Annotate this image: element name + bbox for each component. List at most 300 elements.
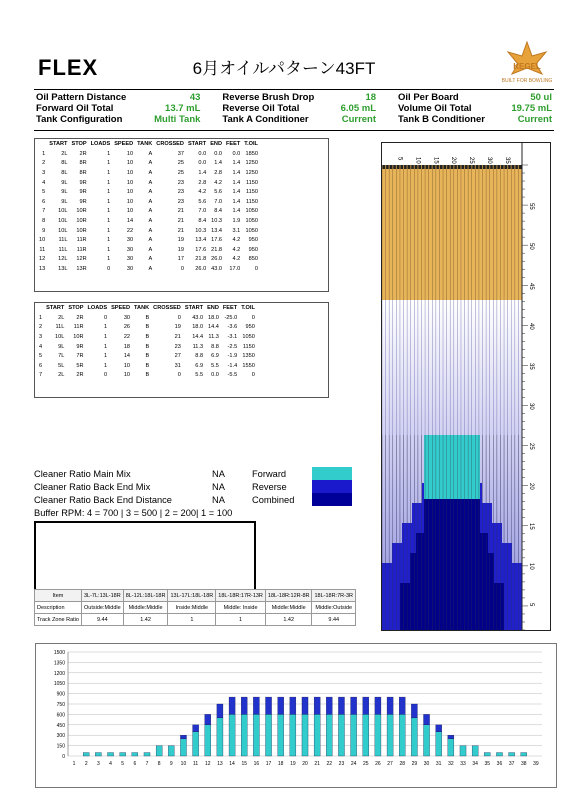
zone-column-header: 8L-12L:18L-18R (123, 590, 168, 602)
cleaner-value: NA (212, 495, 225, 505)
table-cell: 8R (79, 169, 87, 176)
bar (278, 714, 284, 756)
bar (351, 697, 357, 714)
arrow-marker (408, 165, 411, 169)
table-cell: 0 (177, 314, 181, 321)
table-cell: 30 (123, 314, 131, 321)
column-header: T.OIL (244, 141, 258, 147)
table-cell: 1 (107, 246, 111, 253)
arrow-marker (397, 165, 400, 169)
bar (375, 697, 381, 714)
bar (144, 753, 150, 756)
x-tick-label: 3 (96, 761, 100, 767)
arrow-marker (415, 165, 418, 169)
table-cell: 1.4 (232, 169, 241, 176)
table-cell: 1.9 (232, 217, 241, 224)
bar (205, 714, 211, 724)
divider (34, 130, 554, 131)
track-zone-table (34, 589, 356, 626)
table-row (37, 342, 257, 352)
spacer (378, 103, 396, 114)
ruler-label: 30 (528, 403, 534, 410)
table-cell: 0 (107, 265, 111, 272)
board-label: 15 (432, 157, 439, 164)
table-cell: 11L (58, 237, 68, 244)
table-cell: 0 (180, 265, 184, 272)
brand-tagline: BUILT FOR BOWLING (501, 78, 553, 84)
table-cell: 1.4 (232, 179, 241, 186)
table-cell: 25 (177, 160, 184, 167)
arrow-marker (436, 165, 439, 169)
table-cell: 2L (58, 372, 65, 379)
arrow-marker (393, 165, 396, 169)
column-header: START (184, 305, 204, 311)
table-cell: 1 (107, 227, 111, 234)
table-cell: 1 (103, 353, 108, 360)
info-row (34, 114, 554, 125)
table-cell: 1 (107, 237, 111, 244)
arrow-marker (454, 165, 457, 169)
table-cell: 8L (61, 169, 68, 176)
table-cell: 26 (123, 324, 131, 331)
table-cell: 14 (126, 217, 134, 224)
table-cell: 7R (76, 353, 84, 360)
arrow-marker (390, 165, 393, 169)
table-cell: 4.2 (232, 237, 241, 244)
ruler-label: 15 (528, 523, 534, 530)
table-cell: 6.9 (195, 362, 204, 369)
table-cell: 21 (177, 208, 184, 215)
table-cell: -3.1 (227, 333, 238, 340)
x-tick-label: 6 (133, 761, 137, 767)
bar (241, 714, 247, 756)
info-label: Reverse Brush Drop (222, 92, 315, 103)
x-tick-label: 2 (84, 761, 88, 767)
distance-ruler (521, 142, 551, 629)
y-tick-label: 1350 (53, 660, 65, 667)
table-cell: 12L (58, 256, 68, 263)
table-cell: 2L (61, 150, 68, 157)
cleaner-row (34, 495, 354, 508)
bar (278, 697, 284, 714)
table-cell: 9 (42, 227, 46, 234)
info-value: 50 ul (530, 92, 552, 103)
x-tick-label: 10 (180, 761, 187, 767)
table-cell: 2 (42, 160, 46, 167)
x-tick-label: 30 (423, 761, 430, 767)
table-cell: 18.0 (192, 324, 204, 331)
table-row (37, 159, 260, 169)
ruler-label: 20 (528, 483, 534, 490)
x-tick-label: 15 (241, 761, 248, 767)
table-cell: 23 (177, 189, 184, 196)
table-cell: 1150 (242, 343, 255, 350)
y-tick-label: 1050 (53, 681, 65, 688)
table-cell: 6.9 (211, 353, 219, 360)
arrow-marker (512, 165, 515, 169)
arrow-marker (383, 165, 386, 169)
x-tick-label: 39 (533, 761, 539, 767)
table-cell: 8 (42, 217, 46, 224)
lane-wood (382, 165, 522, 300)
bar (241, 697, 247, 714)
y-tick-label: 450 (56, 722, 65, 729)
board-label: 30 (486, 157, 493, 164)
table-cell: 0.0 (214, 150, 222, 157)
ruler-label: 55 (528, 203, 534, 210)
info-value: 19.75 mL (511, 103, 552, 114)
arrow-marker (505, 165, 508, 169)
legend-swatch (312, 493, 352, 506)
table-cell: 5.6 (214, 189, 222, 196)
table-cell: 10 (126, 208, 134, 215)
column-header: END (210, 141, 222, 147)
table-cell: 0.0 (198, 150, 207, 157)
table-cell: 1 (107, 198, 111, 205)
table-cell: A (148, 169, 153, 176)
ruler-label: 10 (528, 563, 534, 570)
table-cell: 950 (248, 237, 258, 244)
bar (326, 697, 332, 714)
arrow-marker (483, 165, 486, 169)
zone-cell: 1 (168, 614, 216, 626)
zone-cell: Middle:Middle (265, 602, 312, 614)
cleaner-label: Cleaner Ratio Back End Mix (34, 482, 151, 492)
y-tick-label: 1200 (53, 670, 65, 677)
table-header (37, 139, 260, 149)
info-label: Oil Per Board (398, 92, 459, 103)
zone-column-header: 18L-18R:17R-13R (216, 590, 266, 602)
table-row (37, 371, 257, 381)
column-header: CROSSED (153, 305, 181, 311)
table-cell: 1 (107, 150, 111, 157)
bar (314, 714, 320, 756)
x-tick-label: 1 (72, 761, 76, 767)
table-cell: A (148, 189, 153, 196)
column-header: END (207, 305, 219, 311)
bar (193, 725, 199, 732)
table-cell: A (148, 227, 153, 234)
column-header: START (46, 305, 65, 311)
bar (521, 753, 527, 756)
buffer-rpm: Buffer RPM: 4 = 700 | 3 = 500 | 2 = 200| 1 = 100 (34, 508, 233, 518)
table-cell: 1250 (245, 160, 258, 167)
table-cell: -25.0 (224, 314, 238, 321)
table-row (37, 207, 260, 217)
info-row (34, 103, 554, 114)
table-cell: 4.2 (198, 189, 207, 196)
notes-box (34, 521, 256, 592)
x-tick-label: 14 (229, 761, 235, 767)
table-cell: 13R (76, 265, 87, 272)
bar (509, 753, 515, 756)
zone-row (35, 602, 356, 614)
bar (484, 753, 490, 756)
bar (424, 714, 430, 724)
board-label: 5 (396, 157, 403, 161)
arrow-marker (461, 165, 464, 169)
table-cell: 11 (39, 246, 46, 253)
table-cell: B (145, 333, 150, 340)
x-tick-label: 27 (387, 761, 393, 767)
zone-cell: Track Zone Ratio (35, 614, 82, 626)
table-cell: 10 (123, 362, 131, 369)
table-row (37, 245, 260, 255)
table-cell: 10L (58, 208, 68, 215)
bar (411, 704, 417, 718)
column-header: CROSSED (156, 141, 184, 147)
table-cell: 1 (103, 333, 108, 340)
legend-swatch (312, 467, 352, 480)
cleaner-row (34, 482, 354, 495)
table-cell: 10 (39, 237, 46, 244)
arrow-marker (472, 165, 475, 169)
x-tick-label: 26 (375, 761, 381, 767)
bar (290, 697, 296, 714)
bar (411, 718, 417, 756)
table-cell: B (145, 314, 150, 321)
table-row (37, 313, 257, 323)
column-header: START (49, 141, 68, 147)
arrow-marker (458, 165, 461, 169)
cleaner-row (34, 469, 354, 482)
table-cell: 7.0 (198, 208, 207, 215)
zone-header-row (35, 590, 356, 602)
table-cell: 10 (126, 150, 134, 157)
bar (95, 753, 101, 756)
table-cell: 13.4 (211, 227, 222, 234)
info-value: Current (341, 114, 377, 125)
column-header: LOADS (87, 305, 108, 311)
ruler-label: 25 (528, 443, 534, 450)
board-label: 35 (504, 157, 511, 164)
info-value: 13.7 mL (165, 103, 201, 114)
legend-label: Reverse (252, 482, 287, 492)
ruler-label: 35 (528, 363, 534, 370)
table-cell: 10 (126, 179, 134, 186)
bar (436, 732, 442, 756)
table-cell: 43.0 (211, 265, 222, 272)
table-cell: A (148, 179, 153, 186)
arrow-marker (465, 165, 468, 169)
table-cell: 1150 (245, 179, 258, 186)
table-cell: 7L (58, 353, 65, 360)
bar (266, 714, 272, 756)
reverse-oil-table (34, 302, 329, 398)
table-cell: 5R (76, 362, 84, 369)
cleaner-label: Cleaner Ratio Main Mix (34, 469, 131, 479)
arrow-marker (386, 165, 389, 169)
zone-cell: 1 (216, 614, 266, 626)
info-value: Multi Tank (154, 114, 201, 125)
table-cell: 23 (177, 179, 184, 186)
table-cell: A (148, 237, 153, 244)
table-cell: 25 (177, 169, 184, 176)
table-cell: 8.8 (195, 353, 204, 360)
table-cell: 1250 (245, 169, 258, 176)
zone-cell: 9.44 (312, 614, 356, 626)
x-tick-label: 12 (204, 761, 211, 767)
x-tick-label: 36 (496, 761, 503, 767)
table-cell: 17.6 (211, 237, 222, 244)
bar (180, 739, 186, 756)
table-cell: 950 (248, 246, 258, 253)
spacer (378, 114, 396, 125)
x-tick-label: 16 (253, 761, 260, 767)
table-cell: 4.2 (214, 179, 222, 186)
table-cell: 5.5 (211, 362, 219, 369)
arrow-marker (444, 165, 447, 169)
spacer (378, 92, 396, 103)
info-label: Tank A Conditioner (222, 114, 309, 125)
table-cell: 4.2 (232, 256, 241, 263)
bar (168, 746, 174, 756)
table-row (37, 264, 260, 274)
table-row (37, 149, 260, 159)
x-tick-label: 13 (217, 761, 223, 767)
y-tick-label: 600 (56, 712, 65, 719)
page-title: 6月オイルパターン43FT (192, 59, 376, 78)
y-tick-label: 750 (56, 702, 65, 708)
table-cell: 2.8 (214, 169, 222, 176)
bar (496, 753, 502, 756)
bar (399, 714, 405, 756)
table-cell: 21.8 (195, 256, 207, 263)
table-cell: 11R (73, 324, 84, 331)
table-cell: 17.0 (229, 265, 241, 272)
arrow-marker (433, 165, 436, 169)
arrow-marker (476, 165, 479, 169)
table-cell: 1150 (245, 198, 258, 205)
y-tick-label: 150 (56, 743, 65, 750)
table-cell: 0.0 (198, 160, 207, 167)
bar (448, 739, 454, 756)
info-row (34, 92, 554, 103)
table-cell: 17 (177, 256, 184, 263)
x-tick-label: 4 (109, 761, 112, 767)
zone-cell: 9.44 (81, 614, 123, 626)
table-cell: 7.0 (214, 198, 222, 205)
table-cell: 2L (58, 314, 65, 321)
table-cell: 9R (79, 198, 87, 205)
table-cell: 1850 (245, 150, 258, 157)
zone-column-header: 13L-17L:18L-18R (168, 590, 216, 602)
table-cell: A (148, 208, 153, 215)
table-cell: 10R (76, 208, 87, 215)
bar (229, 714, 235, 756)
ruler-label: 40 (528, 323, 534, 330)
table-cell: 10 (126, 198, 134, 205)
pattern-info (34, 92, 554, 125)
table-row (37, 197, 260, 207)
x-tick-label: 31 (435, 761, 442, 767)
table-cell: 2R (76, 314, 84, 321)
table-cell: 23 (174, 343, 181, 350)
table-cell: 11R (76, 237, 87, 244)
arrow-marker (422, 165, 425, 169)
column-header: SPEED (114, 141, 134, 147)
spacer (202, 92, 220, 103)
table-cell: 3 (39, 333, 43, 340)
table-row (37, 323, 257, 333)
info-value: 18 (365, 92, 377, 103)
table-cell: 14.4 (208, 324, 219, 331)
x-tick-label: 25 (362, 761, 369, 767)
table-cell: 1050 (245, 217, 258, 224)
table-cell: 1.4 (232, 160, 241, 167)
table-cell: 19 (177, 246, 184, 253)
zone-cell: Description (35, 602, 82, 614)
table-cell: 12R (76, 256, 87, 263)
zone-column-header: 3L-7L:13L-18R (81, 590, 123, 602)
table-cell: 6 (39, 362, 43, 369)
arrow-marker (479, 165, 482, 169)
arrow-marker (501, 165, 504, 169)
table-cell: 9L (61, 198, 68, 205)
table-cell: 31 (174, 362, 181, 369)
table-cell: 1.4 (232, 208, 241, 215)
arrow-marker (494, 165, 497, 169)
bar (156, 746, 162, 756)
table-cell: 5.6 (198, 198, 207, 205)
x-tick-label: 21 (314, 761, 320, 767)
table-cell: 1 (103, 362, 108, 369)
oil-bar-chart (35, 643, 557, 788)
table-cell: 7 (42, 208, 46, 215)
cleaner-value: NA (212, 482, 225, 492)
bar (424, 725, 430, 756)
table-cell: 1 (107, 160, 111, 167)
table-cell: 1 (107, 169, 111, 176)
logo-text: FLEX (38, 55, 99, 80)
table-row (37, 216, 260, 226)
bar (448, 735, 454, 738)
table-cell: 3.1 (232, 227, 241, 234)
table-cell: 10.3 (195, 227, 207, 234)
x-tick-label: 24 (350, 761, 357, 767)
table-cell: 1550 (242, 362, 255, 369)
table-row (37, 255, 260, 265)
zone-cell: Outside:Middle (81, 602, 123, 614)
info-value: Current (517, 114, 552, 125)
arrow-marker (490, 165, 493, 169)
column-header: SPEED (111, 305, 131, 311)
ruler-label: 5 (528, 603, 534, 607)
arrow-marker (411, 165, 414, 169)
table-cell: B (145, 362, 150, 369)
bar (338, 714, 344, 756)
table-cell: -5.5 (227, 372, 238, 379)
column-header: TANK (134, 305, 150, 311)
table-cell: 10R (76, 227, 87, 234)
column-header: FEET (226, 141, 241, 147)
column-header (37, 139, 47, 149)
table-cell: 0 (103, 314, 108, 321)
table-cell: 850 (248, 256, 258, 263)
bar (83, 753, 89, 756)
table-cell: 10R (73, 333, 84, 340)
x-tick-label: 34 (472, 761, 478, 767)
table-cell: 9L (58, 343, 65, 350)
cleaner-legend (34, 469, 354, 508)
table-cell: 1 (107, 179, 111, 186)
x-tick-label: 28 (399, 761, 406, 767)
table-cell: 30 (126, 265, 134, 272)
table-row (37, 226, 260, 236)
y-tick-label: 900 (56, 691, 65, 698)
table-cell: 11L (55, 324, 65, 331)
zone-column-header: Item (35, 590, 82, 602)
